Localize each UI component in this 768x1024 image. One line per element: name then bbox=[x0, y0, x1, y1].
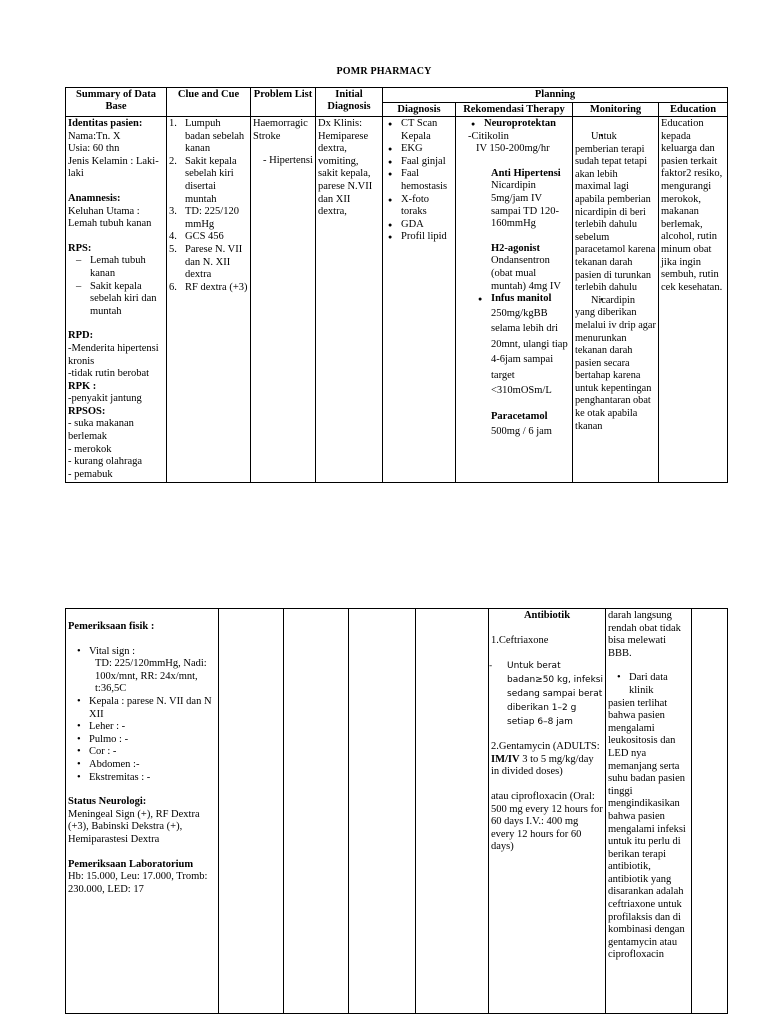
exam-item: • Ekstremitas : - bbox=[68, 772, 216, 785]
summary-cell bbox=[66, 117, 167, 483]
initial-diagnosis-cell: Dx Klinis: Hemiparese dextra, vomiting, sakit kepala, parese N.VII dan XII dextra, bbox=[316, 117, 383, 483]
diagnosis-item: ● EKG bbox=[385, 143, 453, 156]
therapy-neuro-drug: -Citikolin bbox=[468, 130, 509, 142]
antibiotic-heading: Antibiotik bbox=[523, 610, 571, 621]
clue-item: 3. TD: 225/120 mmHg bbox=[169, 206, 239, 230]
diagnosis-item: ● Faal ginjal bbox=[385, 156, 453, 169]
exam-vital-text: TD: 225/120mmHg, Nadi: 100x/mnt, RR: 24x/mnt, t:36,5C bbox=[95, 658, 207, 695]
diagnosis-cell bbox=[383, 117, 456, 483]
clue-item: 6. RF dextra (+3) bbox=[169, 281, 248, 293]
rps-item: – Lemah tubuh kanan bbox=[68, 255, 164, 280]
rpd-item: -Menderita hipertensi kronis bbox=[68, 342, 159, 367]
header-diagnosis: Diagnosis bbox=[383, 102, 456, 117]
diagnosis-item: ● Faal hemostasis bbox=[385, 168, 453, 193]
neuro-status-heading: Status Neurologi: bbox=[68, 796, 147, 808]
empty-cell bbox=[284, 609, 349, 1014]
antibiotic-ceftriaxone-note: - Untuk berat badan≥50 kg, infeksi sedang sampai berat diberikan 1–2 g setiap 6–8 jam bbox=[489, 661, 603, 728]
diagnosis-item: ● CT Scan Kepala bbox=[385, 118, 453, 143]
diagnosis-item: ● GDA bbox=[385, 219, 453, 232]
identity-name: Nama:Tn. X bbox=[68, 130, 121, 142]
page-title: POMR PHARMACY bbox=[336, 66, 432, 77]
antibiotic-gentamycin: 2.Gentamycin (ADULTS: IM/IV 3 to 5 mg/kg/day in divided doses) bbox=[491, 741, 600, 778]
therapy-h2-heading: H2-agonist bbox=[491, 242, 541, 254]
lab-heading: Pemeriksaan Laboratorium bbox=[68, 858, 194, 870]
exam-item: • Cor : - bbox=[68, 746, 216, 759]
therapy-cell bbox=[456, 117, 573, 483]
therapy-para-text: 500mg / 6 jam bbox=[491, 426, 552, 438]
rpsos-item: - pemabuk bbox=[68, 468, 113, 480]
problem-item: Haemorragic Stroke bbox=[253, 118, 308, 142]
monitoring-item: • Untuk pemberian terapi sudah tepat tetapi akan lebih maximal lagi apabila pemberian nicardipin di beri terlebih dahulu sebelum paracetamol karena tekanan darah pasien di turunkan terlebih dahulu bbox=[575, 131, 656, 295]
identity-sex: Jenis Kelamin : Laki-laki bbox=[68, 155, 159, 180]
header-monitoring: Monitoring bbox=[573, 102, 659, 117]
exam-fisik-heading: Pemeriksaan fisik : bbox=[68, 621, 155, 632]
monitoring-item: • Dari data klinik bbox=[608, 672, 689, 697]
monitoring-cell-2 bbox=[606, 609, 692, 1014]
therapy-para-heading: Paracetamol bbox=[491, 410, 548, 422]
rpsos-item: - kurang olahraga bbox=[68, 456, 143, 468]
monitoring-continued: darah langsung rendah obat tidak bisa melewati BBB. bbox=[608, 610, 681, 659]
anamnesis-text: Keluhan Utama : Lemah tubuh kanan bbox=[68, 205, 152, 230]
monitoring-text: pasien terlihat bahwa pasien mengalami leukositosis dan LED nya memanjang serta suhu badan pasien tinggi mengindikasikan bahwa pasien mengalami infeksi untuk itu perlu di berikan terapi antibiotik, antibiotik yang disarankan adalah ceftriaxone untuk profilaksis dan di kombinasi dengan gentamycin atau ciprofloxacin bbox=[608, 697, 686, 961]
neuro-status-text: Meningeal Sign (+), RF Dextra (+3), Babinski Dekstra (+), Hemiparastesi Dextra bbox=[68, 808, 200, 845]
exam-item: • Leher : - bbox=[68, 721, 216, 734]
problem-cell bbox=[251, 117, 316, 483]
exam-item: • Pulmo : - bbox=[68, 734, 216, 747]
problem-item: - Hipertensi bbox=[263, 155, 313, 167]
anamnesis-heading: Anamnesis: bbox=[68, 192, 121, 204]
education-cell: Education kepada keluarga dan pasien terkait faktor2 resiko, mengurangi merokok, makanan berlemak, alcohol, rutin minum obat jika ingin sembuh, rutin cek kesehatan. bbox=[659, 117, 728, 483]
header-initial-diagnosis: Initial Diagnosis bbox=[316, 88, 383, 117]
rps-item: – Sakit kepala sebelah kiri dan muntah bbox=[68, 281, 164, 319]
antibiotic-cell bbox=[489, 609, 606, 1014]
exam-item: • Kepala : parese N. VII dan N XII bbox=[68, 696, 216, 721]
empty-cell bbox=[349, 609, 416, 1014]
therapy-h2-text: Ondansentron (obat mual muntah) 4mg IV bbox=[491, 255, 561, 292]
empty-cell bbox=[219, 609, 284, 1014]
clue-item: 2. Sakit kepala sebelah kiri disertai muntah bbox=[169, 155, 237, 205]
exam-cell bbox=[66, 609, 219, 1014]
clue-cell bbox=[167, 117, 251, 483]
diagnosis-item: ● X-foto toraks bbox=[385, 194, 453, 219]
empty-cell bbox=[416, 609, 489, 1014]
therapy-antihip-text: Nicardipin 5mg/jam IV sampai TD 120-160mmHg bbox=[491, 180, 560, 230]
header-education: Education bbox=[659, 102, 728, 117]
rpk-text: -penyakit jantung bbox=[68, 393, 142, 405]
empty-cell bbox=[692, 609, 728, 1014]
rps-heading: RPS: bbox=[68, 242, 92, 254]
antibiotic-ceftriaxone: 1.Ceftriaxone bbox=[491, 634, 549, 646]
therapy-neuro-dose: IV 150-200mg/hr bbox=[476, 143, 550, 155]
header-problem-list: Problem List bbox=[251, 88, 316, 117]
antibiotic-ciprofloxacin: atau ciprofloxacin (Oral: 500 mg every 12 hours for 60 days I.V.: 400 mg every 12 hours for 60 days) bbox=[491, 790, 603, 853]
therapy-neuro-heading: ● Neuroprotektan bbox=[468, 118, 570, 131]
therapy-manitol-heading: ● Infus manitol bbox=[475, 293, 570, 306]
rpsos-item: - suka makanan berlemak bbox=[68, 418, 134, 443]
rpsos-item: - merokok bbox=[68, 443, 112, 455]
identity-age: Usia: 60 thn bbox=[68, 143, 120, 155]
monitoring-item: • Nicardipin yang diberikan melalui iv drip agar menurunkan tekanan darah pasien secara bertahap karena untuk kepentingan penghantaran obat ke otak apabila tkanan bbox=[575, 295, 656, 434]
header-therapy: Rekomendasi Therapy bbox=[456, 102, 573, 117]
therapy-manitol-text: 250mg/kgBB selama lebih dri 20mnt, ulangi tiap 4-6jam sampai target <310mOSm/L bbox=[491, 307, 568, 397]
pomr-table-page-2 bbox=[65, 608, 728, 1014]
identity-heading: Identitas pasien: bbox=[68, 118, 143, 129]
pomr-table-page-1 bbox=[65, 87, 728, 483]
exam-vital-label: • Vital sign : bbox=[68, 646, 216, 659]
header-summary: Summary of Data Base bbox=[66, 88, 167, 117]
clue-item: 5. Parese N. VII dan N. XII dextra bbox=[169, 243, 243, 281]
clue-item: 1. Lumpuh badan sebelah kanan bbox=[169, 118, 245, 155]
rpd-heading: RPD: bbox=[68, 330, 94, 342]
header-planning: Planning bbox=[383, 88, 728, 103]
clue-item: 4. GCS 456 bbox=[169, 231, 224, 243]
rpd-item: -tidak rutin berobat bbox=[68, 368, 150, 380]
header-clue: Clue and Cue bbox=[167, 88, 251, 117]
therapy-antihip-heading: Anti Hipertensi bbox=[491, 167, 561, 179]
lab-text: Hb: 15.000, Leu: 17.000, Tromb: 230.000, LED: 17 bbox=[68, 871, 208, 895]
diagnosis-item: ● Profil lipid bbox=[385, 231, 453, 244]
monitoring-cell bbox=[573, 117, 659, 483]
rpsos-heading: RPSOS: bbox=[68, 405, 106, 417]
rpk-heading: RPK : bbox=[68, 380, 97, 392]
exam-item: • Abdomen :- bbox=[68, 759, 216, 772]
